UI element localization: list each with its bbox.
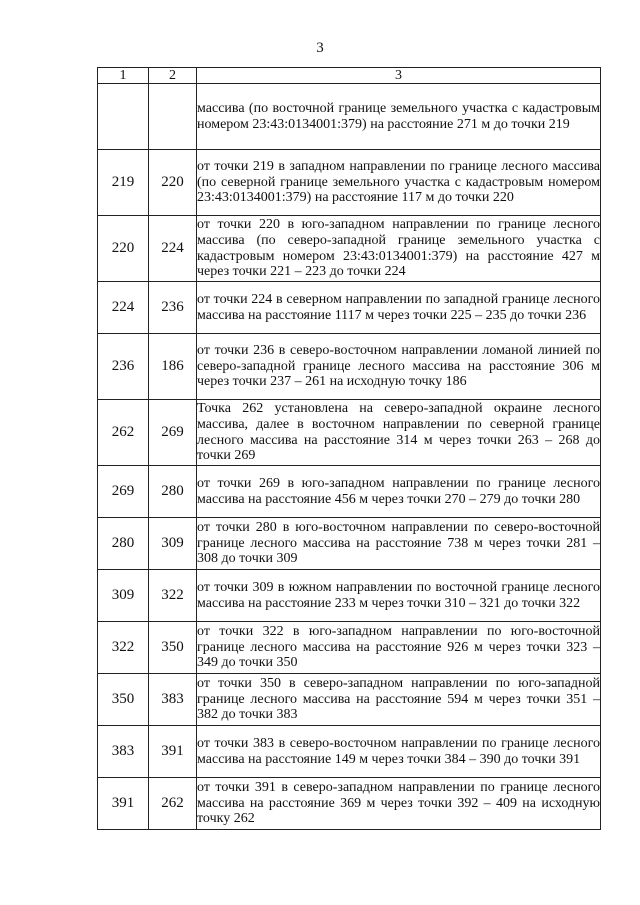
- table-row: [98, 674, 601, 726]
- segment-description: Точка 262 установлена на северо-западной окраине лесного массива, далее в восточном направлении по северной границе лесного массива на расстояние 314 м через точки 263 – 268 до точки 269: [197, 400, 601, 466]
- from-point: 280: [98, 518, 149, 570]
- segment-description: от точки 219 в западном направлении по границе лесного массива (по северной границе земельного участка с кадастровым номером 23:43:0134001:379) на расстояние 117 м до точки 220: [197, 150, 601, 216]
- segment-description: от точки 383 в северо-восточном направлении по границе лесного массива на расстояние 149 м через точки 384 – 390 до точки 391: [197, 726, 601, 778]
- to-point: 391: [149, 726, 197, 778]
- to-point: 322: [149, 570, 197, 622]
- to-point: 269: [149, 400, 197, 466]
- segment-description: от точки 391 в северо-западном направлении по границе лесного массива на расстояние 369 м через точки 392 – 409 на исходную точку 262: [197, 778, 601, 830]
- table-row: [98, 216, 601, 282]
- from-point: 262: [98, 400, 149, 466]
- header-col-2: 2: [149, 68, 197, 84]
- boundary-points-table: [97, 67, 601, 830]
- from-point: 309: [98, 570, 149, 622]
- from-point: 269: [98, 466, 149, 518]
- to-point: 224: [149, 216, 197, 282]
- table-row: [98, 726, 601, 778]
- table-row: [98, 570, 601, 622]
- to-point: 383: [149, 674, 197, 726]
- table-row: [98, 282, 601, 334]
- table-row: [98, 400, 601, 466]
- from-point: 350: [98, 674, 149, 726]
- from-point: 219: [98, 150, 149, 216]
- segment-description: от точки 309 в южном направлении по восточной границе лесного массива на расстояние 233 м через точки 310 – 321 до точки 322: [197, 570, 601, 622]
- table-row: [98, 622, 601, 674]
- to-point: 350: [149, 622, 197, 674]
- from-point: [98, 84, 149, 150]
- segment-description: от точки 280 в юго-восточном направлении по северо-восточной границе лесного массива на расстояние 738 м через точки 281 – 308 до точки 309: [197, 518, 601, 570]
- to-point: 236: [149, 282, 197, 334]
- table-row: [98, 150, 601, 216]
- segment-description: от точки 224 в северном направлении по западной границе лесного массива на расстояние 1117 м через точки 225 – 235 до точки 236: [197, 282, 601, 334]
- table-row: [98, 334, 601, 400]
- segment-description: массива (по восточной границе земельного участка с кадастровым номером 23:43:0134001:379) на расстояние 271 м до точки 219: [197, 84, 601, 150]
- header-col-1: 1: [98, 68, 149, 84]
- table-row: [98, 466, 601, 518]
- to-point: 309: [149, 518, 197, 570]
- table-row: [98, 518, 601, 570]
- to-point: [149, 84, 197, 150]
- table-header-row: [98, 68, 601, 84]
- to-point: 262: [149, 778, 197, 830]
- from-point: 236: [98, 334, 149, 400]
- segment-description: от точки 220 в юго-западном направлении по границе лесного массива (по северо-западной границе земельного участка с кадастровым номером 23:43:0134001:379) на расстояние 427 м через точки 221 – 223 до точки 224: [197, 216, 601, 282]
- table-row: [98, 778, 601, 830]
- from-point: 383: [98, 726, 149, 778]
- segment-description: от точки 322 в юго-западном направлении по юго-восточной границе лесного массива на расстояние 926 м через точки 323 – 349 до точки 350: [197, 622, 601, 674]
- from-point: 224: [98, 282, 149, 334]
- segment-description: от точки 236 в северо-восточном направлении ломаной линией по северо-западной границе лесного массива на расстояние 306 м через точки 237 – 261 на исходную точку 186: [197, 334, 601, 400]
- from-point: 220: [98, 216, 149, 282]
- header-col-3: 3: [197, 68, 601, 84]
- page-number: 3: [316, 40, 324, 56]
- from-point: 322: [98, 622, 149, 674]
- to-point: 186: [149, 334, 197, 400]
- to-point: 220: [149, 150, 197, 216]
- to-point: 280: [149, 466, 197, 518]
- from-point: 391: [98, 778, 149, 830]
- segment-description: от точки 269 в юго-западном направлении по границе лесного массива на расстояние 456 м через точки 270 – 279 до точки 280: [197, 466, 601, 518]
- segment-description: от точки 350 в северо-западном направлении по юго-западной границе лесного массива на расстояние 594 м через точки 351 – 382 до точки 383: [197, 674, 601, 726]
- table-row: [98, 84, 601, 150]
